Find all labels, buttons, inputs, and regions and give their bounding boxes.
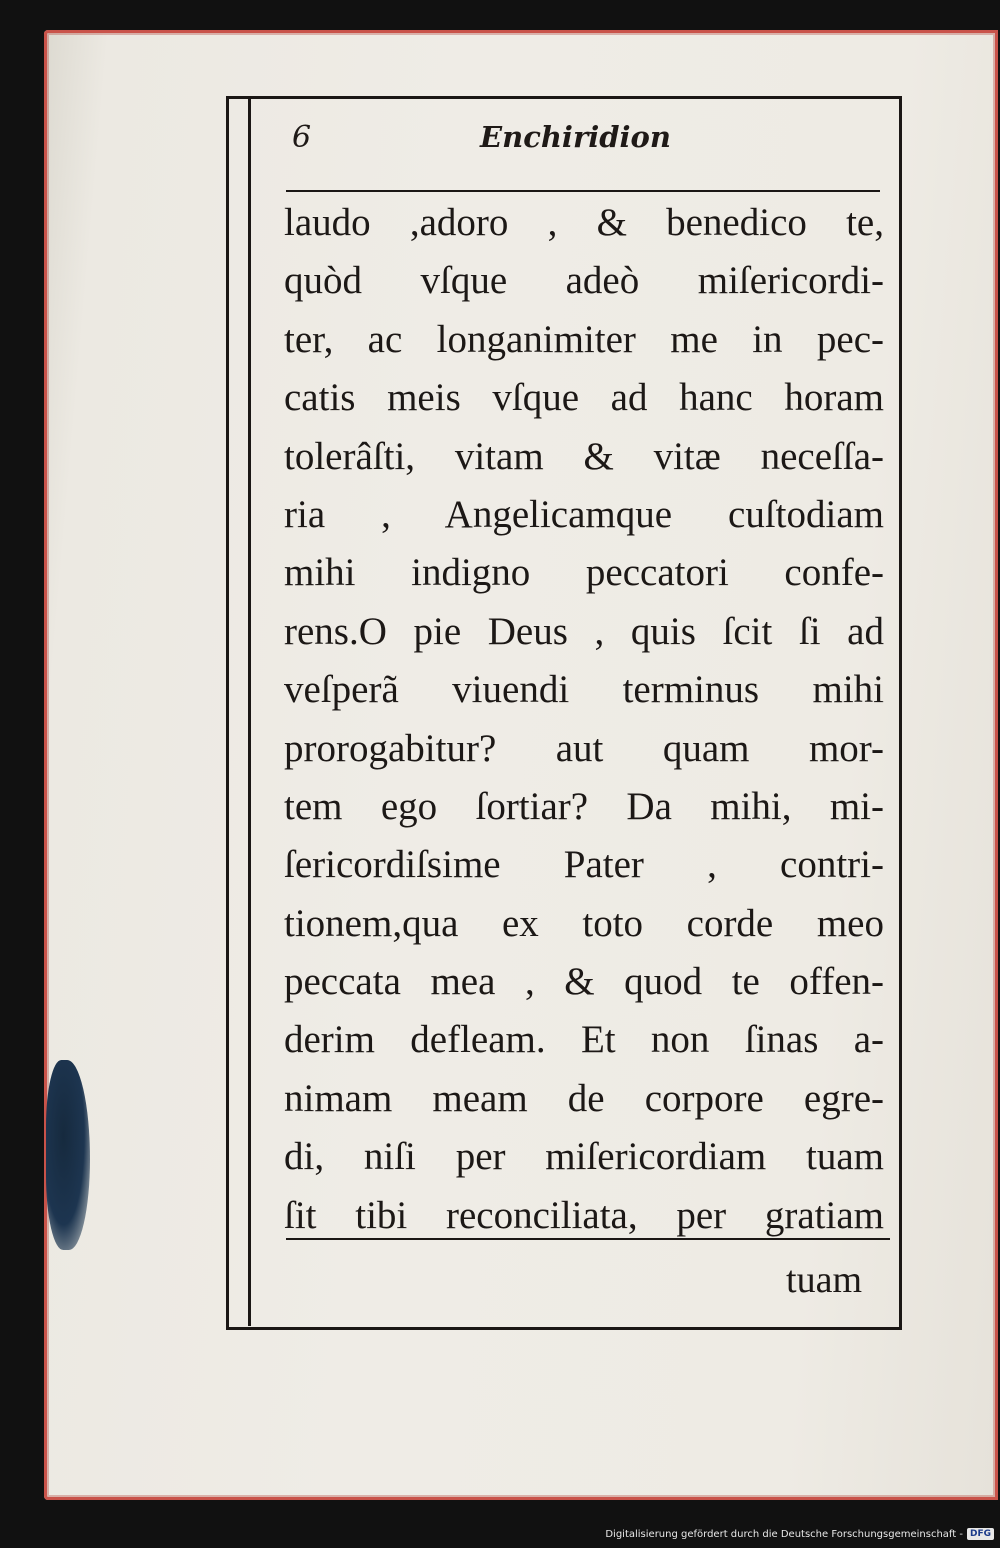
text-line: nimam meam de corpore egre- bbox=[284, 1076, 884, 1120]
page-number: 6 bbox=[292, 120, 312, 155]
text-line: ſericordiſsime Pater , contri- bbox=[284, 843, 884, 887]
text-line: derim defleam. Et non ſinas a- bbox=[284, 1018, 884, 1062]
text-line: mihi indigno peccatori confe- bbox=[284, 551, 884, 595]
catchword: tuam bbox=[786, 1259, 862, 1301]
text-line: ria , Angelicamque cuſtodiam bbox=[284, 492, 884, 536]
body-text bbox=[284, 194, 884, 1245]
text-line: ſit tibi reconciliata, per gratiam bbox=[284, 1193, 884, 1237]
running-title: Enchiridion bbox=[480, 120, 671, 154]
text-line: tolerâſti, vitam & vitæ neceſſa- bbox=[284, 434, 884, 478]
text-line: veſperã viuendi terminus mihi bbox=[284, 668, 884, 712]
header-rule bbox=[286, 190, 880, 192]
text-line: peccata mea , & quod te offen- bbox=[284, 960, 884, 1004]
text-line: prorogabitur? aut quam mor- bbox=[284, 726, 884, 770]
text-line: tem ego ſortiar? Da mihi, mi- bbox=[284, 784, 884, 828]
text-line: tionem,qua ex toto corde meo bbox=[284, 901, 884, 945]
text-line: rens.O pie Deus , quis ſcit ſi ad bbox=[284, 609, 884, 653]
text-line: di, niſi per miſericordiam tuam bbox=[284, 1135, 884, 1179]
text-line: laudo ,adoro , & benedico te, bbox=[284, 201, 884, 244]
digitization-credit bbox=[605, 1528, 994, 1540]
text-line: ter, ac longanimiter me in pec- bbox=[284, 317, 884, 361]
frame-inner-rule bbox=[248, 98, 251, 1326]
credit-text: Digitalisierung gefördert durch die Deutsche Forschungsgemeinschaft - bbox=[605, 1528, 963, 1540]
text-line: catis meis vſque ad hanc horam bbox=[284, 376, 884, 420]
dfg-logo: DFG bbox=[967, 1528, 994, 1540]
text-line: quòd vſque adeò miſericordi- bbox=[284, 259, 884, 303]
